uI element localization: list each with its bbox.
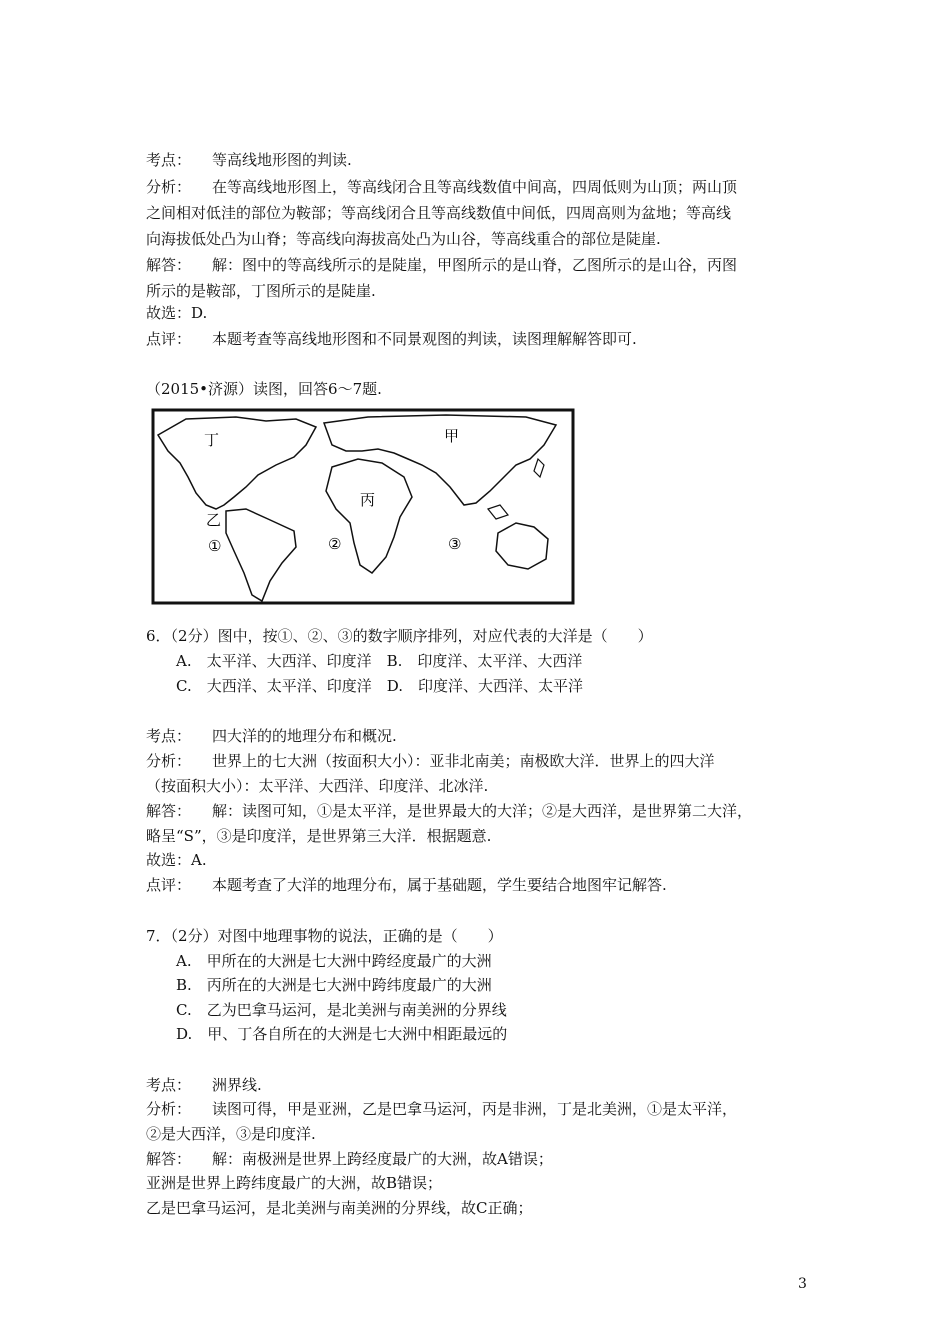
fenxi-3-cont: ②是大西洋，③是印度洋. <box>146 1125 316 1143</box>
map-label-bing: 丙 <box>360 491 376 509</box>
option-c: C. 大西洋、太平洋、印度洋 <box>176 677 372 695</box>
fenxi-1-cont: 之间相对低洼的部位为鞍部；等高线闭合且等高线数值中间低，四周高则为盆地；等高线 <box>146 204 732 222</box>
jieda-3-cont: 亚洲是世界上跨纬度最广的大洲，故B错误； <box>146 1174 443 1192</box>
option-b: B. 印度洋、太平洋、大西洋 <box>386 652 583 670</box>
fenxi-1: 分析： 在等高线地形图上，等高线闭合且等高线数值中间高，四周低则为山顶；两山顶 <box>146 178 738 196</box>
question-6-options-ab <box>176 651 582 671</box>
dianping-2: 点评： 本题考查了大洋的地理分布，属于基础题，学生要结合地图牢记解答. <box>146 876 667 894</box>
jieda-2: 解答： 解：读图可知，①是太平洋，是世界最大的大洋；②是大西洋，是世界第二大洋， <box>146 802 753 820</box>
north-america-outline <box>158 417 316 509</box>
jieda-1: 解答： 解：图中的等高线所示的是陡崖，甲图所示的是山脊，乙图所示的是山谷，丙图 <box>146 256 738 274</box>
option-a: A. 太平洋、大西洋、印度洋 <box>176 652 372 670</box>
kaodian-1: 考点： 等高线地形图的判读. <box>146 151 352 169</box>
fenxi-3: 分析： 读图可得，甲是亚洲，乙是巴拿马运河，丙是非洲，丁是北美洲，①是太平洋， <box>146 1100 738 1118</box>
question-7-option-d: D. 甲、丁各自所在的大洲是七大洲中相距最远的 <box>176 1025 508 1043</box>
africa-outline <box>326 459 412 573</box>
guxuan-2: 故选：A. <box>146 851 207 869</box>
question-7-option-b: B. 丙所在的大洲是七大洲中跨纬度最广的大洲 <box>176 976 492 994</box>
option-d: D. 印度洋、大西洋、太平洋 <box>386 677 583 695</box>
kaodian-3: 考点： 洲界线. <box>146 1076 262 1094</box>
island-outline <box>488 505 508 519</box>
fenxi-1-cont: 向海拔低处凸为山脊；等高线向海拔高处凸为山谷，等高线重合的部位是陡崖. <box>146 230 661 248</box>
map-label-ocean-1: ① <box>208 537 222 555</box>
map-label-ding: 丁 <box>204 431 220 449</box>
question-7-option-a: A. 甲所在的大洲是七大洲中跨经度最广的大洲 <box>176 952 492 970</box>
eurasia-outline <box>324 415 556 505</box>
map-label-ocean-3: ③ <box>448 535 462 553</box>
fenxi-2: 分析： 世界上的七大洲（按面积大小）：亚非北南美；南极欧大洋．世界上的四大洋 <box>146 752 715 770</box>
australia-outline <box>496 523 548 569</box>
jieda-3: 解答： 解：南极洲是世界上跨经度最广的大洲，故A错误； <box>146 1150 553 1168</box>
island-outline <box>534 459 544 477</box>
question-7-option-c: C. 乙为巴拿马运河，是北美洲与南美洲的分界线 <box>176 1001 507 1019</box>
map-label-jia: 甲 <box>444 427 460 445</box>
question-7-stem: 7．（2分）对图中地理事物的说法，正确的是（ ） <box>146 927 503 945</box>
question-intro: （2015•济源）读图，回答6～7题. <box>146 380 382 398</box>
jieda-2-cont: 略呈“S”，③是印度洋，是世界第三大洋．根据题意. <box>146 827 492 845</box>
question-6-options-cd <box>176 676 583 696</box>
jieda-1-cont: 所示的是鞍部，丁图所示的是陡崖. <box>146 282 376 300</box>
guxuan-1: 故选：D. <box>146 304 208 322</box>
map-label-yi: 乙 <box>206 511 222 529</box>
dianping-1: 点评： 本题考查等高线地形图和不同景观图的判读，读图理解解答即可. <box>146 330 637 348</box>
jieda-3-cont: 乙是巴拿马运河，是北美洲与南美洲的分界线，故C正确； <box>146 1199 533 1217</box>
south-america-outline <box>226 509 296 601</box>
question-6-stem: 6．（2分）图中，按①、②、③的数字顺序排列，对应代表的大洋是（ ） <box>146 627 653 645</box>
kaodian-2: 考点： 四大洋的的地理分布和概况. <box>146 727 397 745</box>
map-label-ocean-2: ② <box>328 535 342 553</box>
fenxi-2-cont: （按面积大小）：太平洋、大西洋、印度洋、北冰洋. <box>146 777 489 795</box>
world-map <box>146 405 576 610</box>
page-number: 3 <box>798 1276 807 1292</box>
